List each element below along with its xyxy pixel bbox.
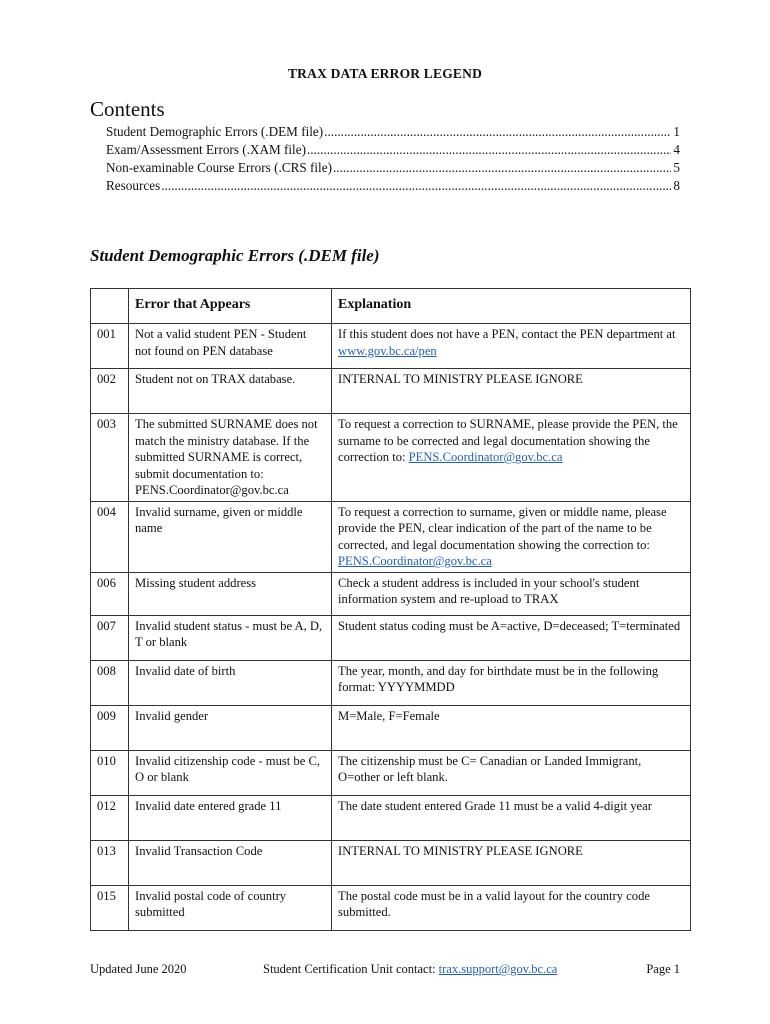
- toc-entry-resources[interactable]: [106, 178, 680, 196]
- toc-entry-label: Non-examinable Course Errors (.CRS file): [106, 160, 332, 175]
- toc-entry-label: Student Demographic Errors (.DEM file): [106, 124, 324, 139]
- toc-leader-dots: [161, 178, 671, 194]
- error-legend-table: [90, 288, 691, 931]
- toc-entry-xam[interactable]: [106, 142, 680, 160]
- error-explanation-cell: [332, 572, 691, 615]
- column-header-explanation: Explanation: [332, 289, 691, 324]
- explanation-link[interactable]: www.gov.bc.ca/pen: [338, 343, 437, 358]
- error-explanation: The citizenship must be C= Canadian or Landed Immigrant, O=other or left blank.: [338, 753, 642, 784]
- error-code: 004: [91, 501, 129, 572]
- table-row: [91, 660, 691, 705]
- toc-entry-dem[interactable]: [106, 124, 680, 142]
- error-explanation: Student status coding must be A=active, D=deceased; T=terminated: [338, 618, 681, 633]
- error-code: 001: [91, 324, 129, 369]
- page-title: TRAX DATA ERROR LEGEND: [287, 66, 483, 81]
- toc-leader-dots: [333, 160, 671, 176]
- table-row: [91, 840, 691, 885]
- error-explanation-cell: [332, 615, 691, 660]
- error-code: 007: [91, 615, 129, 660]
- table-row: [91, 324, 691, 369]
- error-description: Invalid date of birth: [129, 660, 332, 705]
- explanation-link[interactable]: PENS.Coordinator@gov.bc.ca: [408, 450, 563, 464]
- error-description: Invalid Transaction Code: [129, 840, 332, 885]
- error-code: 006: [91, 572, 129, 615]
- footer-updated: Updated June 2020: [90, 962, 187, 976]
- error-explanation: The year, month, and day for birthdate must be in the following format: YYYYMMDD: [338, 663, 659, 694]
- toc-entry-label: Exam/Assessment Errors (.XAM file): [106, 142, 306, 157]
- column-header-code: [91, 289, 129, 324]
- error-explanation: The date student entered Grade 11 must be a valid 4-digit year: [338, 798, 652, 813]
- explanation-link[interactable]: PENS.Coordinator@gov.bc.ca: [338, 554, 492, 568]
- toc-leader-dots: [307, 142, 671, 158]
- table-row: [91, 369, 691, 414]
- table-row: [91, 795, 691, 840]
- footer-page-number: Page 1: [646, 962, 680, 976]
- column-header-error: Error that Appears: [129, 289, 332, 324]
- error-explanation: INTERNAL TO MINISTRY PLEASE IGNORE: [338, 843, 583, 858]
- toc-entry-page: 5: [673, 160, 680, 175]
- error-explanation-cell: [332, 501, 691, 572]
- toc-entry-page: 4: [673, 142, 680, 157]
- error-explanation: The postal code must be in a valid layout for the country code submitted.: [338, 888, 650, 919]
- error-explanation: Check a student address is included in your school's student information system and re-upload to TRAX: [338, 575, 640, 606]
- error-explanation: To request a correction to surname, given or middle name, please provide the PEN, clear indication of the part of the name to be corrected, and legal documentation showing the correction to:: [338, 504, 667, 552]
- table-row: [91, 414, 691, 502]
- toc-entry-page: 1: [673, 124, 680, 139]
- error-explanation: If this student does not have a PEN, contact the PEN department at: [338, 327, 676, 341]
- error-code: 012: [91, 795, 129, 840]
- error-explanation: M=Male, F=Female: [338, 708, 440, 723]
- contents-heading: Contents: [90, 97, 165, 121]
- error-explanation-cell: [332, 705, 691, 750]
- error-description: Invalid student status - must be A, D, T or blank: [129, 615, 332, 660]
- error-explanation-cell: [332, 660, 691, 705]
- error-description: Invalid citizenship code - must be C, O or blank: [129, 750, 332, 795]
- error-rows: [91, 324, 691, 931]
- error-explanation-cell: [332, 369, 691, 414]
- toc-entry-page: 8: [673, 178, 680, 193]
- error-explanation-cell: [332, 795, 691, 840]
- error-code: 002: [91, 369, 129, 414]
- error-explanation: To request a correction to SURNAME, please provide the PEN, the surname to be corrected and legal documentation showing the correction to:: [338, 417, 678, 464]
- footer-contact-email-link[interactable]: trax.support@gov.bc.ca: [438, 962, 558, 976]
- table-row: [91, 572, 691, 615]
- error-code: 008: [91, 660, 129, 705]
- error-description: Not a valid student PEN - Student not found on PEN database: [129, 324, 332, 369]
- table-row: [91, 705, 691, 750]
- error-description: Invalid postal code of country submitted: [129, 885, 332, 930]
- error-code: 003: [91, 414, 129, 502]
- error-code: 013: [91, 840, 129, 885]
- error-description: Invalid date entered grade 11: [129, 795, 332, 840]
- toc-leader-dots: [324, 124, 671, 140]
- error-code: 015: [91, 885, 129, 930]
- toc-entry-crs[interactable]: [106, 160, 680, 178]
- section-heading: Student Demographic Errors (.DEM file): [90, 246, 380, 265]
- error-explanation-cell: [332, 885, 691, 930]
- error-description: Invalid surname, given or middle name: [129, 501, 332, 572]
- error-explanation-cell: [332, 414, 691, 502]
- toc-entry-label: Resources: [106, 178, 161, 193]
- error-description: The submitted SURNAME does not match the ministry database. If the submitted SURNAME is correct, submit documentation to: PENS.Coordinator@gov.bc.ca: [129, 414, 332, 502]
- footer-contact: [263, 962, 557, 977]
- table-row: [91, 885, 691, 930]
- table-row: [91, 750, 691, 795]
- error-explanation-cell: [332, 324, 691, 369]
- table-header-row: [91, 289, 691, 324]
- footer-contact-label: Student Certification Unit contact:: [263, 962, 439, 976]
- error-explanation-cell: [332, 840, 691, 885]
- error-code: 009: [91, 705, 129, 750]
- error-code: 010: [91, 750, 129, 795]
- table-row: [91, 501, 691, 572]
- error-description: Missing student address: [129, 572, 332, 615]
- error-explanation-cell: [332, 750, 691, 795]
- error-description: Student not on TRAX database.: [129, 369, 332, 414]
- table-row: [91, 615, 691, 660]
- table-of-contents: [106, 124, 680, 196]
- error-description: Invalid gender: [129, 705, 332, 750]
- error-explanation: INTERNAL TO MINISTRY PLEASE IGNORE: [338, 372, 583, 386]
